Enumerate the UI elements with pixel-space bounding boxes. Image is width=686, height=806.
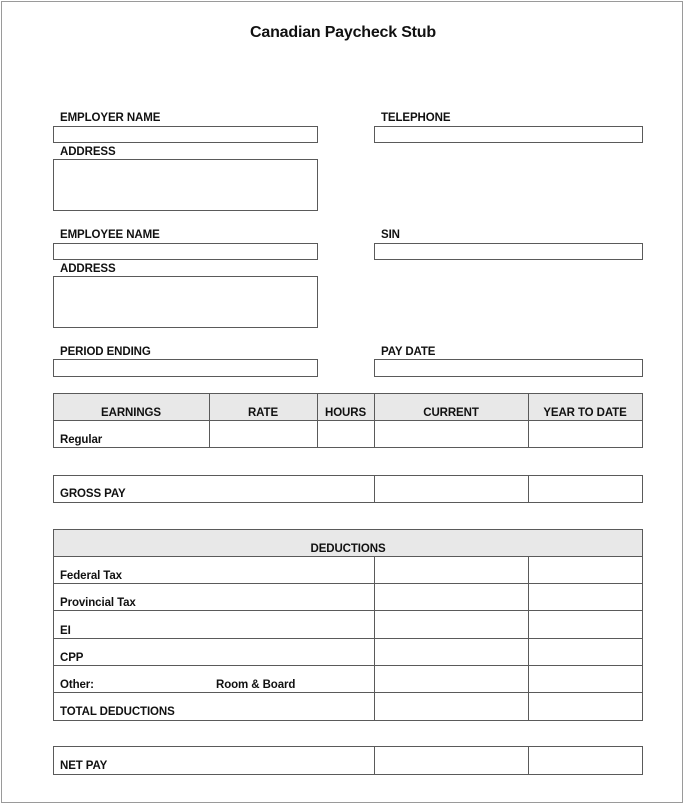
employee-address-label: ADDRESS xyxy=(60,263,116,275)
net-pay-row xyxy=(53,746,643,775)
deductions-table xyxy=(53,529,643,721)
gross-pay-label: GROSS PAY xyxy=(60,488,126,500)
ytd-col-header: YEAR TO DATE xyxy=(543,407,627,419)
employer-address-field[interactable] xyxy=(53,159,318,211)
net-pay-label: NET PAY xyxy=(60,760,108,772)
rate-col-header: RATE xyxy=(247,407,279,419)
earnings-col-header: EARNINGS xyxy=(101,407,161,419)
deduction-federal-tax: Federal Tax xyxy=(60,570,122,582)
current-col-header: CURRENT xyxy=(423,407,479,419)
employee-address-field[interactable] xyxy=(53,276,318,328)
pay-date-label: PAY DATE xyxy=(381,346,436,358)
earnings-table xyxy=(53,393,643,448)
employer-name-label: EMPLOYER NAME xyxy=(60,112,161,124)
deductions-header: DEDUCTIONS xyxy=(310,543,386,555)
employee-name-field[interactable] xyxy=(53,243,318,260)
earnings-row-label: Regular xyxy=(60,434,103,446)
hours-col-header: HOURS xyxy=(324,407,367,419)
deduction-other-label: Other: xyxy=(60,679,94,691)
page-title: Canadian Paycheck Stub xyxy=(250,24,436,41)
telephone-label: TELEPHONE xyxy=(381,112,451,124)
deduction-other-detail: Room & Board xyxy=(216,679,296,691)
total-deductions-label: TOTAL DEDUCTIONS xyxy=(60,706,175,718)
gross-pay-row xyxy=(53,475,643,503)
telephone-field[interactable] xyxy=(374,126,643,143)
deduction-provincial-tax: Provincial Tax xyxy=(60,597,136,609)
period-ending-label: PERIOD ENDING xyxy=(60,346,151,358)
employee-name-label: EMPLOYEE NAME xyxy=(60,229,160,241)
employer-name-field[interactable] xyxy=(53,126,318,143)
sin-field[interactable] xyxy=(374,243,643,260)
sin-label: SIN xyxy=(381,229,400,241)
deduction-ei: EI xyxy=(60,625,71,637)
employer-address-label: ADDRESS xyxy=(60,146,116,158)
period-ending-field[interactable] xyxy=(53,359,318,377)
pay-date-field[interactable] xyxy=(374,359,643,377)
deduction-cpp: CPP xyxy=(60,652,84,664)
